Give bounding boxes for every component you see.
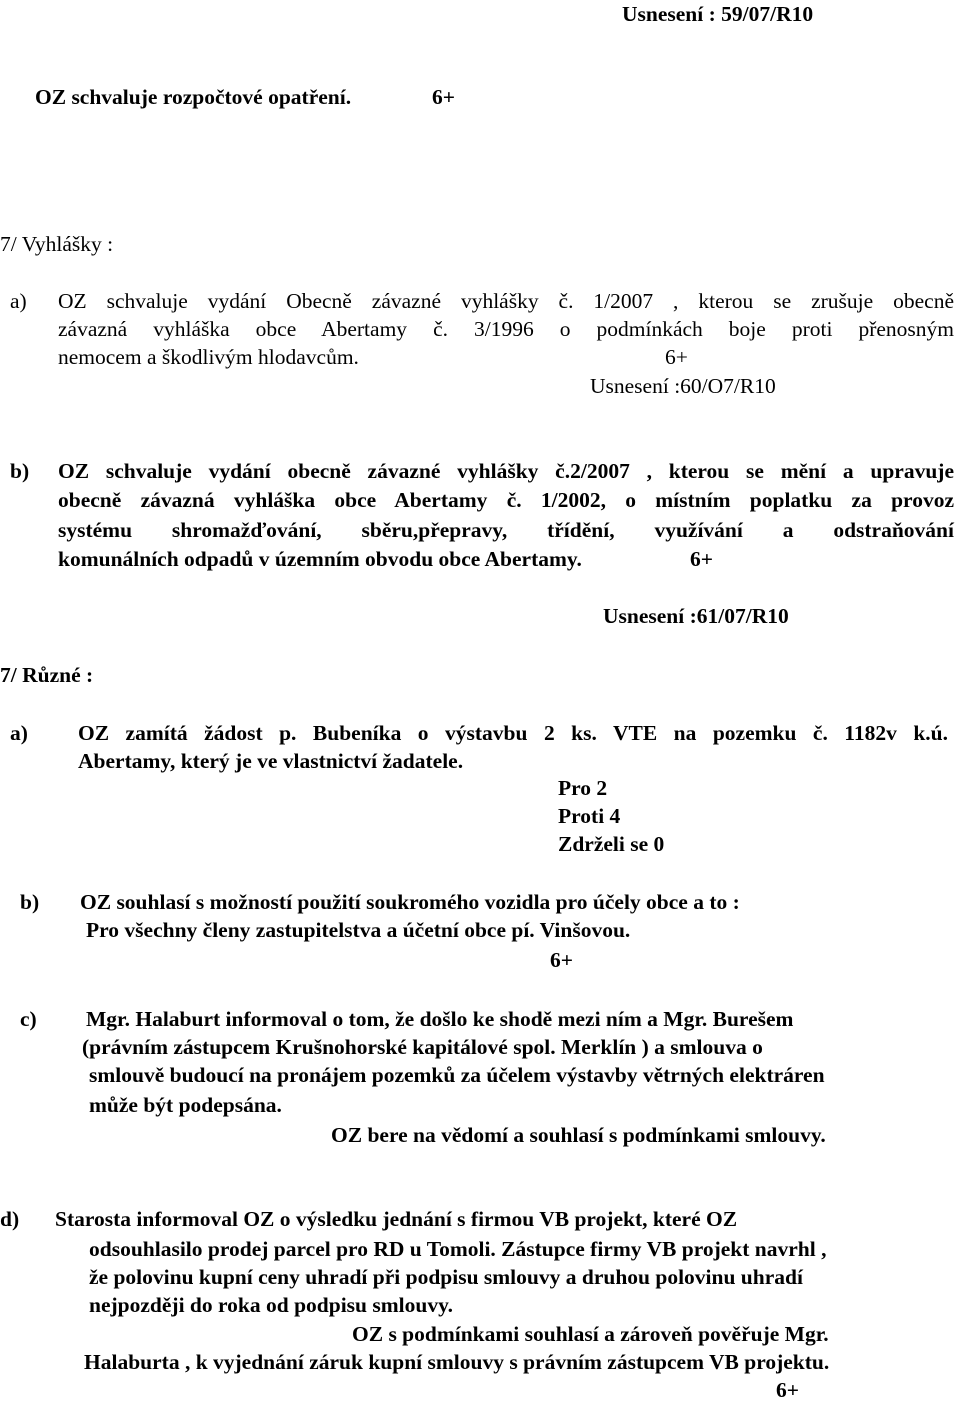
misc-b-vote: 6+ (550, 948, 574, 972)
budget-approval-line: OZ schvaluje rozpočtové opatření. (35, 85, 352, 109)
decree-a-line-2: závazná vyhláška obce Abertamy č. 3/1996 o podmínkách boje proti přenosným (58, 317, 954, 341)
misc-a-marker: a) (10, 721, 28, 745)
misc-c-line-1: Mgr. Halaburt informoval o tom, že došlo ke shodě mezi ním a Mgr. Burešem (86, 1007, 794, 1031)
misc-c-line-2: (právním zástupcem Krušnohorské kapitálové spol. Merklín ) a smlouva o (82, 1035, 763, 1059)
misc-d-conclusion-2: Halaburta , k vyjednání záruk kupní smlouvy s právním zástupcem VB projektu. (84, 1350, 830, 1374)
resolution-59: Usnesení : 59/07/R10 (622, 2, 814, 26)
misc-d-line-4: nejpozději do roka od podpisu smlouvy. (89, 1293, 454, 1317)
misc-d-conclusion-1: OZ s podmínkami souhlasí a zároveň pověřuje Mgr. (352, 1322, 829, 1346)
resolution-60: Usnesení :60/O7/R10 (590, 374, 776, 398)
vote-abstain: Zdrželi se 0 (558, 832, 665, 856)
decree-b-vote: 6+ (690, 547, 714, 571)
misc-a-line-1: OZ zamítá žádost p. Bubeníka o výstavbu 2 ks. VTE na pozemku č. 1182v k.ú. (78, 721, 948, 745)
decree-b-line-2: obecně závazná vyhláška obce Abertamy č. 1/2002, o místním poplatku za provoz (58, 488, 954, 512)
resolution-61: Usnesení :61/07/R10 (603, 604, 789, 628)
misc-b-line-1: OZ souhlasí s možností použití soukromého vozidla pro účely obce a to : (80, 890, 740, 914)
misc-d-vote: 6+ (776, 1378, 800, 1402)
section-heading-decrees: 7/ Vyhlášky : (0, 232, 114, 256)
misc-b-marker: b) (20, 890, 40, 914)
decree-b-line-3: systému shromažďování, sběru,přepravy, třídění, využívání a odstraňování (58, 518, 954, 542)
decree-a-vote: 6+ (665, 345, 688, 369)
decree-b-line-1: OZ schvaluje vydání obecně závazné vyhlášky č.2/2007 , kterou se mění a upravuje (58, 459, 954, 483)
misc-c-conclusion: OZ bere na vědomí a souhlasí s podmínkami smlouvy. (331, 1123, 826, 1147)
vote-for: Pro 2 (558, 776, 608, 800)
misc-c-marker: c) (20, 1007, 37, 1031)
misc-d-line-2: odsouhlasilo prodej parcel pro RD u Tomoli. Zástupce firmy VB projekt navrhl , (89, 1237, 827, 1261)
decree-a-marker: a) (10, 289, 27, 313)
decree-a-line-1: OZ schvaluje vydání Obecně závazné vyhlášky č. 1/2007 , kterou se zrušuje obecně (58, 289, 954, 313)
section-heading-misc: 7/ Různé : (0, 663, 94, 687)
misc-d-line-3: že polovinu kupní ceny uhradí při podpisu smlouvy a druhou polovinu uhradí (89, 1265, 803, 1289)
decree-b-marker: b) (10, 459, 30, 483)
misc-a-line-2: Abertamy, který je ve vlastnictví žadatele. (78, 749, 464, 773)
misc-c-line-4: může být podepsána. (89, 1093, 282, 1117)
misc-c-line-3: smlouvě budoucí na pronájem pozemků za účelem výstavby větrných elektráren (89, 1063, 825, 1087)
misc-b-line-2: Pro všechny členy zastupitelstva a účetní obce pí. Vinšovou. (86, 918, 631, 942)
misc-d-marker: d) (0, 1207, 20, 1231)
decree-b-line-4: komunálních odpadů v územním obvodu obce Abertamy. (58, 547, 582, 571)
decree-a-line-3: nemocem a škodlivým hlodavcům. (58, 345, 359, 369)
budget-vote: 6+ (432, 85, 456, 109)
vote-against: Proti 4 (558, 804, 621, 828)
misc-d-line-1: Starosta informoval OZ o výsledku jednání s firmou VB projekt, které OZ (55, 1207, 738, 1231)
